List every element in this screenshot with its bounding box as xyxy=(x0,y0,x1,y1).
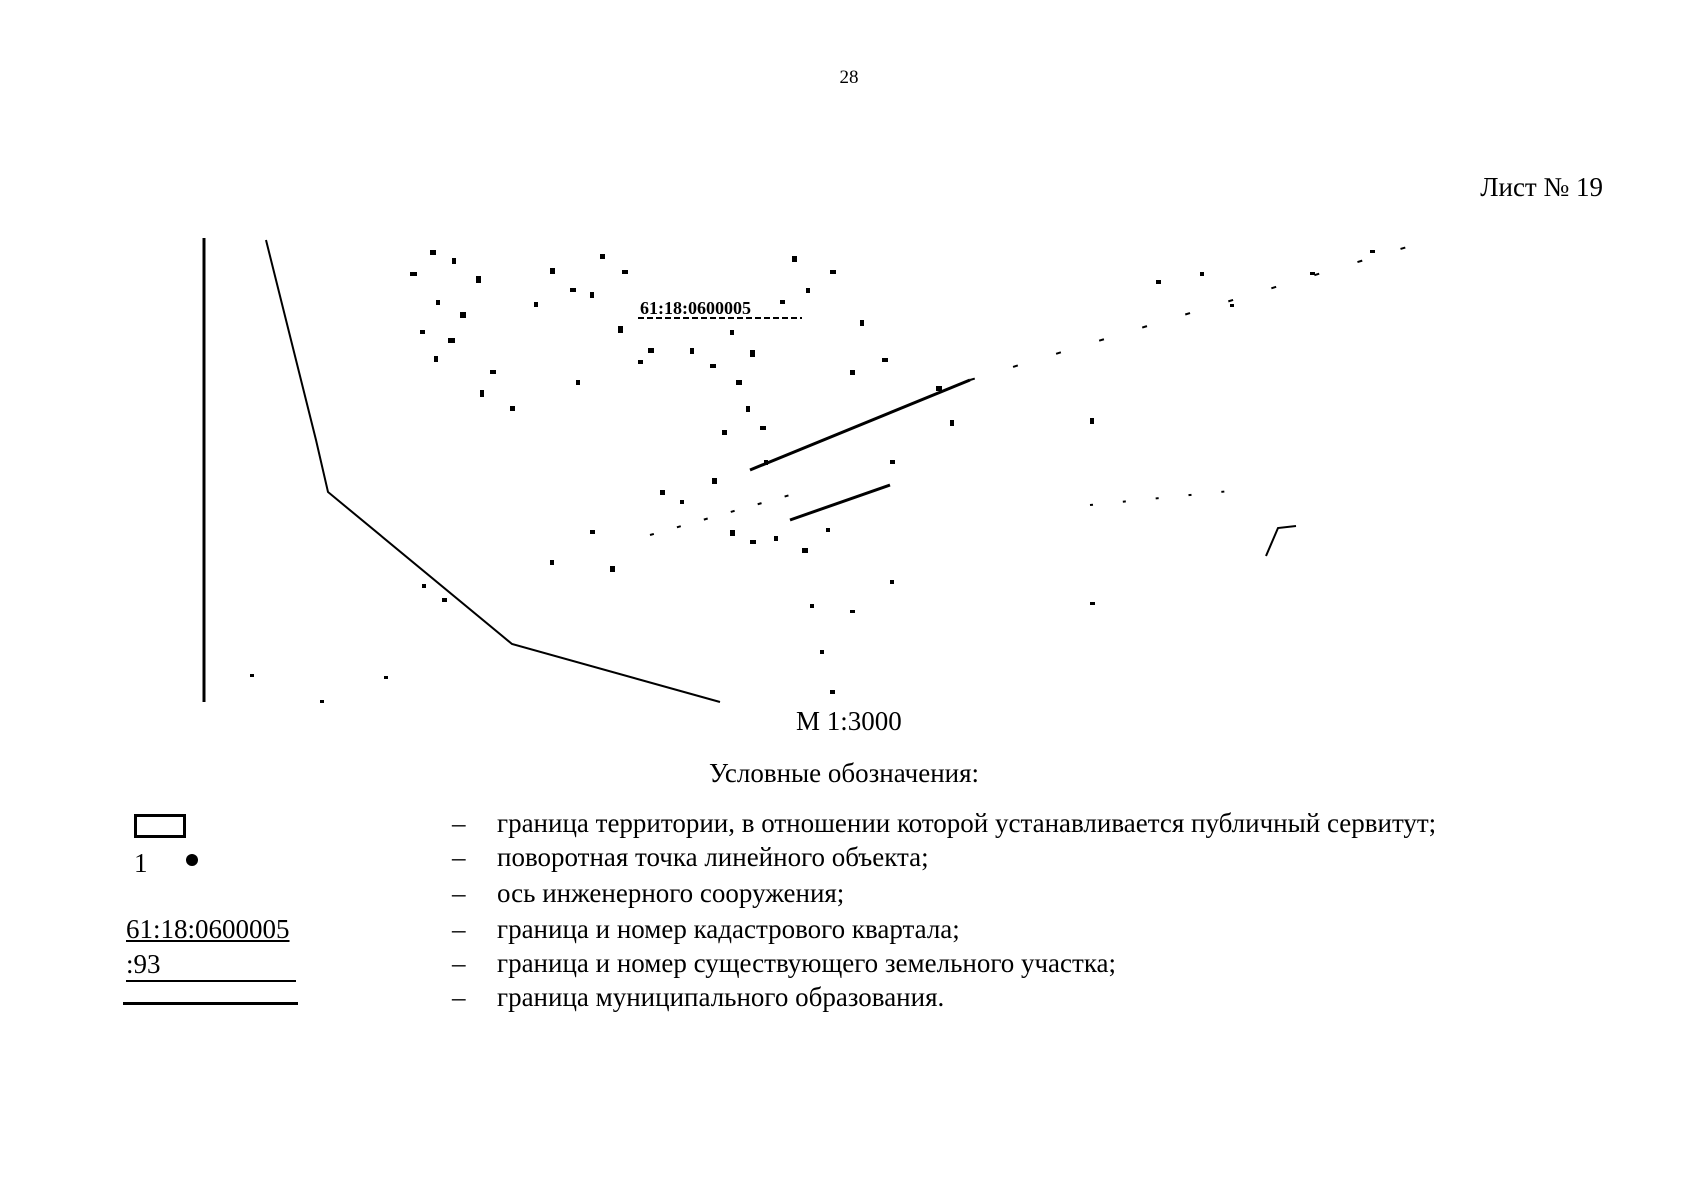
engineering-axis-line xyxy=(750,380,970,470)
legend-row-engineering-axis xyxy=(0,878,1698,912)
map-fragment xyxy=(190,230,1490,710)
point-number: 1 xyxy=(134,848,148,878)
legend-item-text: граница муниципального образования. xyxy=(497,982,945,1012)
legend-item-text: поворотная точка линейного объекта; xyxy=(497,842,929,872)
land-parcel-symbol: :93 xyxy=(126,948,296,982)
road-segment-dashed xyxy=(1090,490,1240,505)
point-dot-symbol xyxy=(186,854,198,866)
legend-title: Условные обозначения: xyxy=(709,758,980,788)
servitude-boundary-symbol xyxy=(134,814,186,838)
legend-dash: – xyxy=(452,982,466,1012)
legend-item-text: граница территории, в отношении которой устанавливается публичный сервитут; xyxy=(497,808,1437,838)
map-speckle xyxy=(250,250,1375,703)
legend-item-text: ось инженерного сооружения; xyxy=(497,878,845,908)
road-segment xyxy=(790,485,890,520)
legend-row-land-parcel xyxy=(0,948,1698,982)
legend-row-servitude-boundary xyxy=(0,808,1698,842)
small-feature xyxy=(1266,526,1296,556)
legend-item-text: граница и номер существующего земельного участка; xyxy=(497,948,1117,978)
cadastral-block-symbol: 61:18:0600005 xyxy=(126,914,290,944)
engineering-axis-dashed xyxy=(970,240,1430,380)
legend-dash: – xyxy=(452,948,466,978)
cadastral-block-label: 61:18:0600005 xyxy=(640,298,751,318)
legend-dash: – xyxy=(452,842,466,872)
scale-label: М 1:3000 xyxy=(796,706,902,736)
legend-row-municipal-boundary xyxy=(0,982,1698,1016)
legend-row-cadastral-block xyxy=(0,914,1698,948)
legend-row-turning-point xyxy=(0,842,1698,876)
legend-dash: – xyxy=(452,878,466,908)
road-segment-dashed xyxy=(650,495,790,535)
legend-item-text: граница и номер кадастрового квартала; xyxy=(497,914,960,944)
sheet-label: Лист № 19 xyxy=(1480,172,1603,202)
legend-dash: – xyxy=(452,914,466,944)
municipal-boundary-symbol xyxy=(123,1002,298,1005)
page-number: 28 xyxy=(839,67,859,88)
legend-dash: – xyxy=(452,808,466,838)
